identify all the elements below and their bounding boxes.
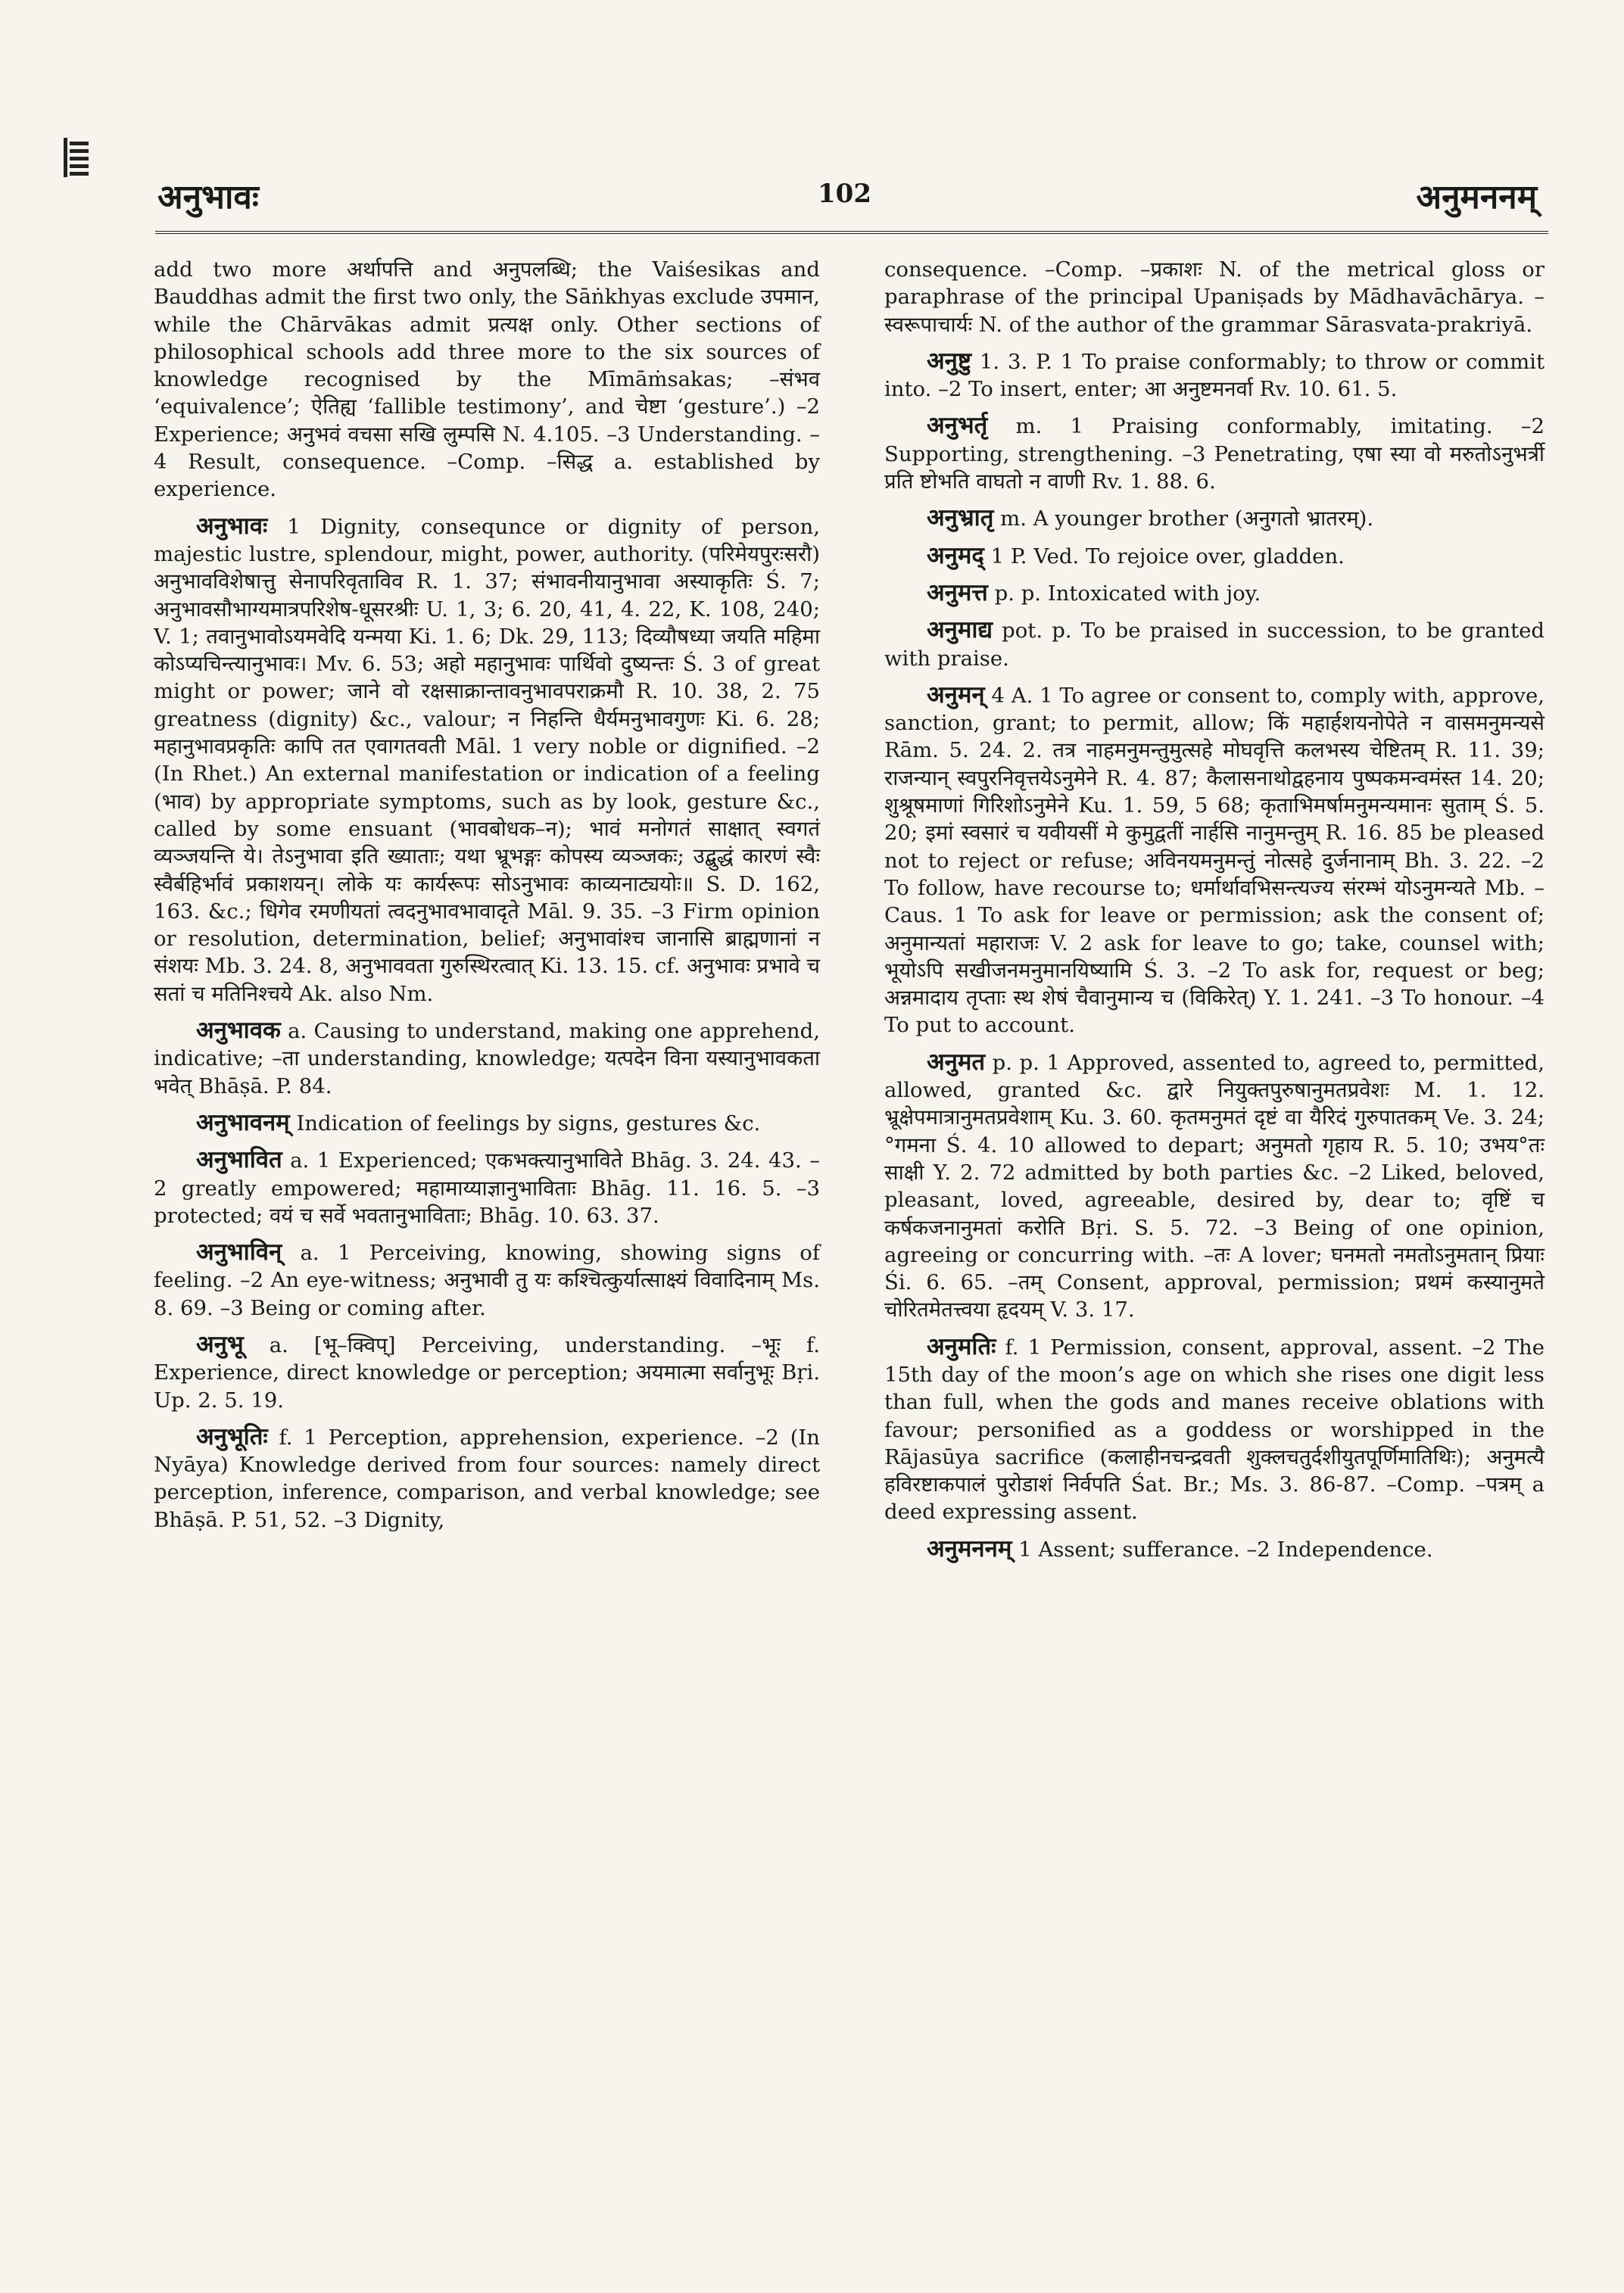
entry-text: consequence. –Comp. –प्रकाशः N. of the metrical gloss or paraphrase of the principal Upaniṣads by Mādhavāchārya. –स्वरूपाचार्यः N. of the author of the grammar Sārasvata-prakriyā. (884, 257, 1545, 337)
entry-headword: अनुष्टु (927, 347, 971, 375)
entry-text: 4 A. 1 To agree or consent to, comply with, approve, sanction, grant; to permit, allow; किं महार्हशयनोपेते न वासमनुमन्यसे Rām. 5. 24. 2. तत्र नाहमनुमन्तुमुत्सहे मोघवृत्ति कलभस्य चेष्टितम् R. 11. 39; राजन्यान् स्वपुरनिवृत्तयेऽनुमेने R. 4. 87; कैलासनाथोद्वहनाय पुष्पकमन्वमंस्त 14. 20; शुश्रूषमाणां गिरिशोऽनुमेने Ku. 1. 59, 5 68; कृताभिमर्षामनुमन्यमानः सुताम् Ś. 5. 20; इमां स्वसारं च यवीयसीं मे कुमुद्वतीं नार्हसि नानुमन्तुम् R. 16. 85 be pleased not to reject or refuse; अविनयमनुमन्तुं नोत्सहे दुर्जनानाम् Bh. 3. 22. –2 To follow, have recourse to; धर्मार्थावभिसन्त्यज्य संरम्भं योऽनुमन्यते Mb. –Caus. 1 To ask for leave or permission; ask the consent of; अनुमान्यतां महाराजः V. 2 ask for leave to go; take, counsel with; भूयोऽपि सखीजनमनुमानयिष्यामि Ś. 3. –2 To ask for, request or beg; अन्नमादाय तृप्ताः स्थ शेषं चैवानुमान्य च (विकिरेत्) Y. 1. 241. –3 To honour. –4 To put to account. (884, 683, 1545, 1038)
entry-text: f. 1 Permission, consent, approval, assent. –2 The 15th day of the moon’s age on which she rises one digit less than full, when the gods and manes receive oblations with favour; personified as a goddess or worshipped in the Rājasūya sacrifice (कलाहीनचन्द्रवती शुक्लचतुर्दशीयुतपूर्णिमातिथिः); अनुमत्यै हविरष्टाकपालं पुरोडाशं निर्वपति Śat. Br.; Ms. 3. 86-87. –Comp. –पत्रम् a deed expressing assent. (884, 1335, 1545, 1525)
dictionary-entry (884, 504, 1545, 532)
entry-headword: अनुभावनम् (196, 1108, 290, 1136)
dictionary-entry (884, 1333, 1545, 1526)
entry-text: f. 1 Perception, apprehension, experience. –2 (In Nyāya) Knowledge derived from four sources: namely direct perception, inference, comparison, and verbal knowledge; see Bhāṣā. P. 51, 52. –3 Dignity, (154, 1425, 820, 1532)
margin-marker-icon (64, 138, 89, 177)
entry-continuation (884, 256, 1545, 338)
entry-text: a. Causing to understand, making one apprehend, indicative; –ता understanding, knowledge; यत्पदेन विना यस्यानुभावकता भवेत् Bhāṣā. P. 84. (154, 1019, 820, 1098)
entry-headword: अनुमननम् (927, 1534, 1012, 1562)
entry-headword: अनुमतिः (927, 1332, 996, 1360)
entry-headword: अनुभू (196, 1330, 244, 1358)
entry-text: 1 Dignity, consequnce or dignity of person, majestic lustre, splendour, might, power, authority. (परिमेयपुरःसरौ) अनुभावविशेषात्तु सेनापरिवृताविव R. 1. 37; संभावनीयानुभावा अस्याकृतिः Ś. 7; अनुभावसौभाग्यमात्रपरिशेष-धूसरश्रीः U. 1, 3; 6. 20, 41, 4. 22, K. 108, 240; V. 1; तवानुभावोऽयमवेदि यन्मया Ki. 1. 6; Dk. 29, 113; दिव्यौषध्या जयति महिमा कोऽप्यचिन्त्यानुभावः। Mv. 6. 53; अहो महानुभावः पार्थिवो दुष्यन्तः Ś. 3 of great might or power; जाने वो रक्षसाक्रान्तावनुभावपराक्रमौ R. 10. 38, 2. 75 greatness (dignity) &c., valour; न निहन्ति धैर्यमनुभावगुणः Ki. 6. 28; महानुभावप्रकृतिः कापि तत एवागतवती Māl. 1 very noble or dignified. –2 (In Rhet.) An external manifestation or indication of a feeling (भाव) by appropriate symptoms, such as by look, gesture &c., called by some ensuant (भावबोधक–न); भावं मनोगतं साक्षात् स्वगतं व्यञ्जयन्ति ये। तेऽनुभावा इति ख्याताः; यथा भ्रूभङ्गः कोपस्य व्यञ्जकः; उद्बुद्धं कारणं स्वैः स्वैर्बहिर्भावं प्रकाशयन्। लोके यः कार्यरूपः सोऽनुभावः काव्यनाट्ययोः॥ S. D. 162, 163. &c.; धिगेव रमणीयतां त्वदनुभावभावादृते Māl. 9. 35. –3 Firm opinion or resolution, determination, belief; अनुभावांश्च जानासि ब्राह्मणानां न संशयः Mb. 3. 24. 8, अनुभाववता गुरुस्थिरत्वात् Ki. 13. 15. cf. अनुभावः प्रभावे च सतां च मतिनिश्चये Ak. also Nm. (154, 514, 820, 1006)
entry-headword: अनुभूतिः (196, 1422, 268, 1450)
entry-text: pot. p. To be praised in succession, to be granted with praise. (884, 618, 1545, 671)
entry-headword: अनुभ्रातृ (927, 504, 994, 532)
dictionary-entry (884, 1048, 1545, 1324)
entry-text: add two more अर्थापत्ति and अनुपलब्धि; the Vaiśesikas and Bauddhas admit the first two only, the Sāṅkhyas exclude उपमान, while the Chārvākas admit प्रत्यक्ष only. Other sections of philosophical schools add three more to the six sources of knowledge recognised by the Mīmāṁsakas; –संभव ‘equivalence’; ऐतिह्य ‘fallible testimony’, and चेष्टा ‘gesture’.) –2 Experience; अनुभवं वचसा सखि लुम्पसि N. 4.105. –3 Understanding. –4 Result, consequence. –Comp. –सिद्ध a. established by experience. (154, 257, 820, 502)
dictionary-entry (884, 347, 1545, 403)
entry-text: a. 1 Experienced; एकभक्त्यानुभाविते Bhāg. 3. 24. 43. –2 greatly empowered; महामाय्याज्ञानुभाविताः Bhāg. 11. 16. 5. –3 protected; वयं च सर्वे भवतानुभाविताः; Bhāg. 10. 63. 37. (154, 1148, 820, 1228)
entry-headword: अनुभावित (196, 1146, 282, 1174)
entry-text: a. [भू–क्विप्] Perceiving, understanding. –भूः f. Experience, direct knowledge or perception; अयमात्मा सर्वानुभूः Bṛi. Up. 2. 5. 19. (154, 1332, 820, 1413)
entry-continuation (154, 256, 820, 503)
entry-headword: अनुमद् (927, 541, 984, 569)
entry-headword: अनुभावः (196, 512, 268, 540)
entry-headword: अनुमत्त (927, 578, 988, 606)
header-right-word: अनुमननम् (1416, 178, 1537, 217)
dictionary-entry (154, 1017, 820, 1100)
dictionary-entry (154, 1109, 820, 1137)
entry-headword: अनुभावक (196, 1017, 281, 1045)
entry-text: m. 1 Praising conformably, imitating. –2 Supporting, strengthening. –3 Penetrating, एषा स्या वो मरुतोऽनुभर्त्री प्रति ष्टोभति वाघतो न वाणी Rv. 1. 88. 6. (884, 414, 1545, 494)
dictionary-entry (884, 579, 1545, 607)
entry-text: 1 P. Ved. To rejoice over, gladden. (983, 544, 1345, 569)
page-number: 102 (818, 179, 871, 209)
entry-headword: अनुमन् (927, 681, 985, 709)
dictionary-entry (884, 542, 1545, 570)
entry-text: 1 Assent; sufferance. –2 Independence. (1011, 1537, 1433, 1562)
entry-text: 1. 3. P. 1 To praise conformably; to throw or commit into. –2 To insert, enter; आ अनुष्टमनर्वा Rv. 10. 61. 5. (884, 349, 1545, 402)
dictionary-entry (154, 1238, 820, 1322)
entry-text: m. A younger brother (अनुगतो भ्रातरम्). (993, 506, 1374, 531)
left-column (154, 256, 820, 1543)
right-column (884, 256, 1545, 1572)
entry-headword: अनुमत (927, 1048, 986, 1076)
dictionary-entry (154, 1423, 820, 1534)
dictionary-entry (884, 616, 1545, 672)
dictionary-entry (884, 412, 1545, 495)
entry-text: Indication of feelings by signs, gestures &c. (289, 1111, 761, 1136)
entry-text: a. 1 Perceiving, knowing, showing signs of feeling. –2 An eye-witness; अनुभावी तु यः कश्चित्कुर्यात्साक्ष्यं विवादिनाम् Ms. 8. 69. –3 Being or coming after. (154, 1241, 820, 1320)
entry-headword: अनुभाविन् (196, 1238, 282, 1266)
dictionary-entry (884, 1535, 1545, 1563)
entry-headword: अनुमाद्य (927, 616, 993, 644)
dictionary-entry (154, 1146, 820, 1229)
entry-headword: अनुभर्तृ (927, 412, 988, 440)
entry-text: p. p. 1 Approved, assented to, agreed to, permitted, allowed, granted &c. द्वारे नियुक्तपुरुषानुमतप्रवेशः M. 1. 12. भ्रूक्षेपमात्रानुमतप्रवेशाम् Ku. 3. 60. कृतमनुमतं दृष्टं वा यैरिदं गुरुपातकम् Ve. 3. 24; °गमना Ś. 4. 10 allowed to depart; अनुमतो गृहाय R. 5. 10; उभय°तः साक्षी Y. 2. 72 admitted by both parties &c. –2 Liked, beloved, pleasant, loved, agreeable, desired by, dear to; वृष्टिं च कर्षकजनानुमतां करोति Bṛi. S. 5. 72. –3 Being of one opinion, agreeing or concurring with. –तः A lover; घनमतो नमतोऽनुमतान् प्रियाः Śi. 6. 65. –तम् Consent, approval, permission; प्रथमं कस्यानुमते चोरितमेतत्त्वया हृदयम् V. 3. 17. (884, 1050, 1545, 1323)
header-rule (155, 231, 1548, 234)
dictionary-entry (154, 512, 820, 1008)
header-left-word: अनुभावः (157, 178, 259, 217)
entry-text: p. p. Intoxicated with joy. (987, 581, 1261, 606)
dictionary-entry (884, 681, 1545, 1039)
dictionary-entry (154, 1331, 820, 1414)
